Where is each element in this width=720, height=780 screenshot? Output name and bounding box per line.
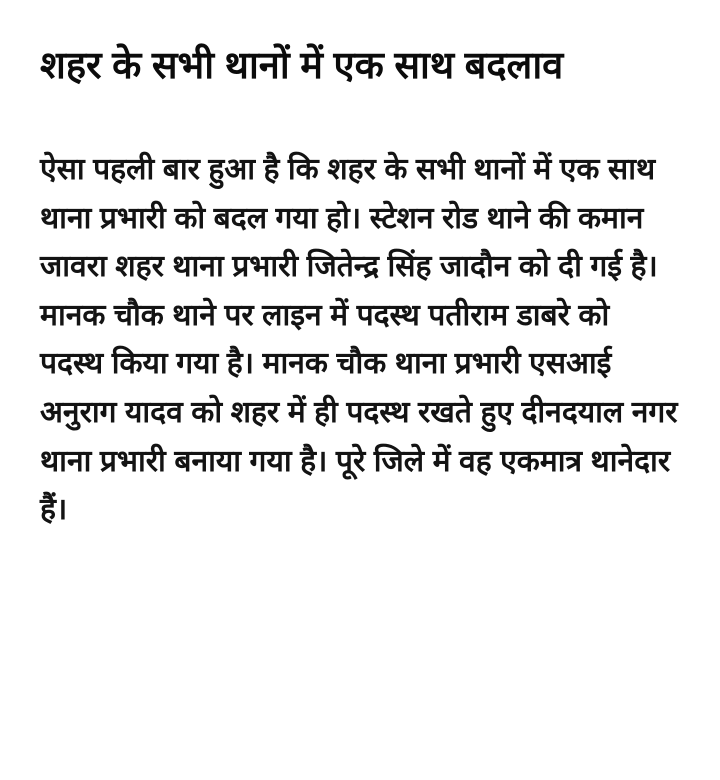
article-paragraph: ऐसा पहली बार हुआ है कि शहर के सभी थानों में एक साथ थाना प्रभारी को बदल गया हो। स्टेशन रोड थाने की कमान जावरा शहर थाना प्रभारी जितेन्द्र सिंह जादौन को दी गई है। मानक चौक थाने पर लाइन में पदस्थ पतीराम डाबरे को पदस्थ किया गया है। मानक चौक थाना प्रभारी एसआई अनुराग यादव को शहर में ही पदस्थ रखते हुए दीनदयाल नगर थाना प्रभारी बनाया गया है। पूरे जिले में वह एकमात्र थानेदार हैं।	[40, 152, 678, 527]
article-body	[40, 146, 680, 535]
page-title: शहर के सभी थानों में एक साथ बदलाव	[40, 45, 564, 87]
